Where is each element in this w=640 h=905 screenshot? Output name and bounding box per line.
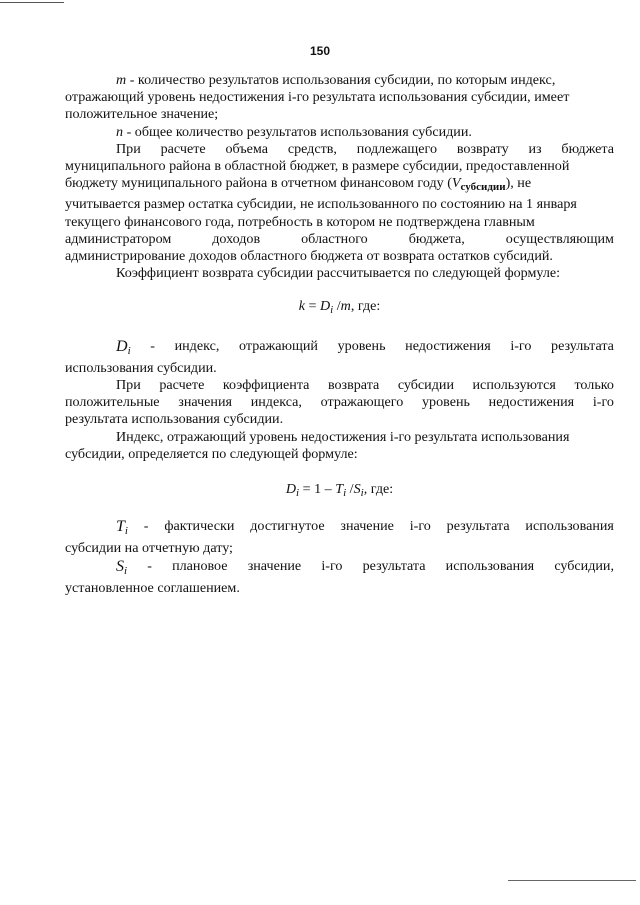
word: областного [301,230,368,247]
word: - [150,337,155,354]
scan-artifact-bottom [508,880,636,881]
variable-ti: $T_i$ [116,518,128,538]
formula-k: $k = D_i$ /m, где: [298,298,381,317]
word: результата [551,337,614,354]
paragraph-m-definition [116,72,614,89]
word: - [143,518,149,535]
word: недостижения [488,394,575,411]
word: фактически [164,518,235,535]
word: бюджета, [408,230,465,247]
variable-si: $S_i$ [116,557,128,577]
paragraph-positive-line2 [65,394,614,411]
word: отражающий [239,337,318,354]
word: администратором [65,230,172,247]
word: значения [178,394,232,411]
paragraph-calc-line6 [65,231,614,248]
word: i-го [510,337,532,354]
word: уровень [421,394,470,411]
paragraph-calc-line5: текущего финансового года, потребность в котором не подтверждена главным [65,213,535,230]
word: i-го [409,518,431,535]
scan-artifact-top [0,2,64,3]
variable-v-subscript: субсидии [460,181,506,194]
variable-v: V [451,175,461,192]
paragraph-n-definition [116,124,614,141]
word: индекс, [174,337,220,354]
document-body [65,72,614,597]
word: возврата [327,377,380,394]
di-definition-line2: использования субсидии. [65,359,217,376]
word: расчете [159,377,205,394]
word: достигнутое [250,518,325,535]
word: подлежащего [356,140,438,157]
word: i-го [321,557,343,574]
word: При [116,140,141,157]
paragraph-index-line2: субсидии, определяется по следующей формуле: [65,445,358,462]
word: использования [525,518,614,535]
word: отражающего [320,394,404,411]
word: только [574,377,614,394]
formula-di: $D_i = 1 - T_i$ $/S_i$, где: [285,481,394,500]
paragraph-calc-line7: администрирование доходов областного бюджета от возврата остатков субсидий. [65,248,553,265]
variable-n: n [116,123,124,140]
word: доходов [212,230,261,247]
paragraph-ti-definition [116,518,614,540]
word: результата [446,518,510,535]
paragraph-calc-line1 [116,141,614,158]
word: плановое [172,557,228,574]
paragraph-calc-line2: муниципального района в областной бюджет, в размере субсидии, предоставленной [65,158,570,175]
paragraph-calc-line3: бюджету муниципального района в отчетном финансовом году $(V_{субсидии})$, не [65,175,532,194]
word: возврату [456,140,509,157]
word: - [147,557,152,574]
paragraph-di-definition [116,338,614,360]
m-definition-line2: отражающий уровень недостижения i-го результата использования субсидии, имеет [65,89,570,106]
word: коэффициента [222,377,310,394]
word: объема [225,140,268,157]
paragraph-index-line1: Индекс, отражающий уровень недостижения i-го результата использования [116,428,570,445]
m-definition-line3: положительное значение; [65,106,219,123]
paragraph-coefficient-intro: Коэффициент возврата субсидии рассчитывается по следующей формуле: [116,265,561,282]
word: использования [445,557,535,574]
paragraph-si-definition [116,558,614,580]
paragraph-positive-line1 [116,377,614,394]
word: уровень [337,337,386,354]
paragraph-positive-line3: результата использования субсидии. [65,411,284,428]
word: используются [472,377,556,394]
word: При [116,377,141,394]
word: положительные [65,394,160,411]
variable-di: $D_i$ [116,337,131,357]
word: осуществляющим [505,230,614,247]
word: i-го [592,394,614,411]
m-definition-line1: - количество результатов использования субсидии, по которым индекс, [129,72,556,88]
si-definition-line2: установленное соглашением. [65,579,240,596]
word: недостижения [405,337,491,354]
word: субсидии, [554,557,614,574]
word: значение [340,518,394,535]
word: бюджета [561,140,614,157]
word: расчете [160,140,206,157]
word: из [528,140,542,157]
page-number: 150 [309,44,331,58]
word: средств, [287,140,337,157]
word: значение [247,557,302,574]
n-definition-text: - общее количество результатов использования субсидии. [126,123,472,140]
paragraph-calc-line4: учитывается размер остатка субсидии, не использованного по состоянию на 1 января [65,196,577,213]
ti-definition-line2: субсидии на отчетную дату; [65,540,233,557]
word: субсидии [397,377,454,394]
word: результата [362,557,426,574]
variable-m: m [116,72,127,88]
word: индекса, [250,394,302,411]
